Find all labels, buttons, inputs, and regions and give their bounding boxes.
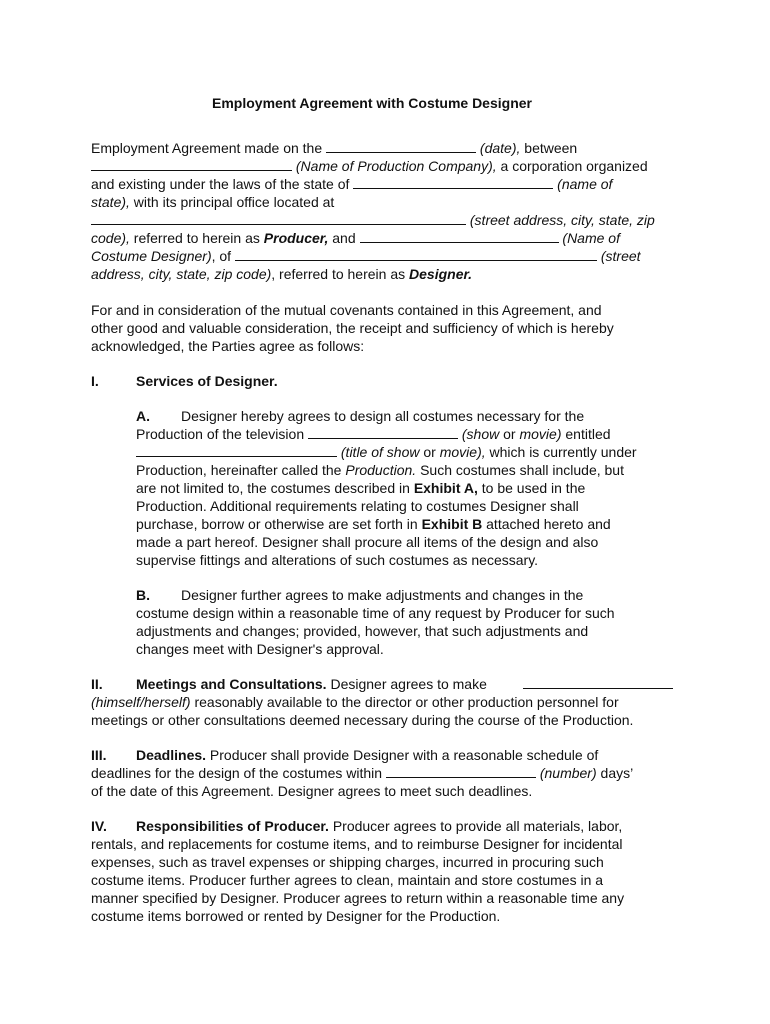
clause-b-line: costume design within a reasonable time of any request by Producer for such: [136, 605, 615, 621]
intro-line-1: Employment Agreement made on the (date), between: [91, 140, 578, 156]
show-type-blank[interactable]: [308, 425, 458, 439]
designer-name-blank[interactable]: [360, 229, 559, 243]
intro-line-8: address, city, state, zip code), referred to herein as Designer.: [91, 266, 473, 282]
section-4-line: manner specified by Designer. Producer agrees to return within a reasonable time any: [91, 890, 625, 906]
clause-a-label: A.: [136, 408, 150, 424]
clause-a-line: Production, hereinafter called the Production. Such costumes shall include, but: [136, 462, 624, 478]
designer-address-blank[interactable]: [235, 247, 597, 261]
section-1-number: I.: [91, 373, 99, 389]
clause-b-line: changes meet with Designer's approval.: [136, 641, 384, 657]
section-2-heading: Meetings and Consultations.: [136, 676, 327, 692]
section-4-line: costume items. Producer further agrees to clean, maintain and store costumes in a: [91, 872, 604, 888]
section-2-number: II.: [91, 676, 103, 692]
section-2-line: [523, 675, 673, 693]
clause-a-line: made a part hereof. Designer shall procure all items of the design and also: [136, 534, 599, 550]
section-3-line: of the date of this Agreement. Designer agrees to meet such deadlines.: [91, 783, 533, 799]
intro-line-2: (Name of Production Company), a corporation organized: [91, 157, 648, 175]
intro-line-7: Costume Designer), of (street: [91, 248, 641, 264]
days-number-blank[interactable]: [386, 764, 536, 778]
section-4-heading: Responsibilities of Producer.: [136, 818, 329, 834]
clause-a-line: Production. Additional requirements relating to costumes Designer shall: [136, 498, 579, 514]
section-3-heading: Deadlines.: [136, 747, 207, 763]
section-2-line: (himself/herself) reasonably available to the director or other production personnel for: [91, 694, 619, 710]
clause-b-line: adjustments and changes; provided, however, that such adjustments and: [136, 623, 589, 639]
section-4-line: expenses, such as travel expenses or shipping charges, incurred in procuring such: [91, 854, 604, 870]
producer-address-blank[interactable]: [91, 211, 466, 225]
section-3-line: deadlines for the design of the costumes within (number) days’: [91, 765, 634, 781]
production-company-blank[interactable]: [91, 157, 292, 171]
consideration-line: other good and valuable consideration, the receipt and sufficiency of which is hereby: [91, 320, 614, 336]
intro-line-6: code), referred to herein as Producer, and (Name of: [91, 230, 620, 246]
clause-b-label: B.: [136, 587, 150, 603]
section-4-line: Responsibilities of Producer. Producer agrees to provide all materials, labor,: [136, 818, 623, 834]
clause-b-line: Designer further agrees to make adjustments and changes in the: [181, 587, 584, 603]
clause-a-line: Production of the television (show or movie) entitled: [136, 426, 611, 442]
section-3-line: Deadlines. Producer shall provide Designer with a reasonable schedule of: [136, 747, 599, 763]
pronoun-blank[interactable]: [523, 675, 673, 689]
consideration-line: acknowledged, the Parties agree as follows:: [91, 338, 365, 354]
clause-a-line: (title of show or movie), which is currently under: [136, 443, 637, 461]
intro-line-3: and existing under the laws of the state of (name of: [91, 176, 613, 192]
state-blank[interactable]: [353, 175, 553, 189]
section-4-line: costume items borrowed or rented by Designer for the Production.: [91, 908, 501, 924]
intro-line-5: (street address, city, state, zip: [91, 211, 655, 229]
section-4-number: IV.: [91, 818, 107, 834]
section-1-heading: Services of Designer.: [136, 373, 278, 389]
clause-a-line: purchase, borrow or otherwise are set forth in Exhibit B attached hereto and: [136, 516, 611, 532]
section-3-number: III.: [91, 747, 107, 763]
document-title: Employment Agreement with Costume Designer: [212, 95, 532, 111]
intro-line-4: state), with its principal office located at: [91, 194, 335, 210]
clause-a-line: are not limited to, the costumes described in Exhibit A, to be used in the: [136, 480, 586, 496]
section-2-line: Meetings and Consultations. Designer agrees to make: [136, 676, 491, 692]
date-blank[interactable]: [326, 139, 476, 153]
section-4-line: rentals, and replacements for costume items, and to reimburse Designer for incidental: [91, 836, 623, 852]
clause-a-line: Designer hereby agrees to design all costumes necessary for the: [181, 408, 585, 424]
show-title-blank[interactable]: [136, 443, 337, 457]
clause-a-line: supervise fittings and alterations of such costumes as necessary.: [136, 552, 539, 568]
consideration-line: For and in consideration of the mutual covenants contained in this Agreement, and: [91, 302, 602, 318]
section-2-line: meetings or other consultations deemed necessary during the course of the Production.: [91, 712, 634, 728]
